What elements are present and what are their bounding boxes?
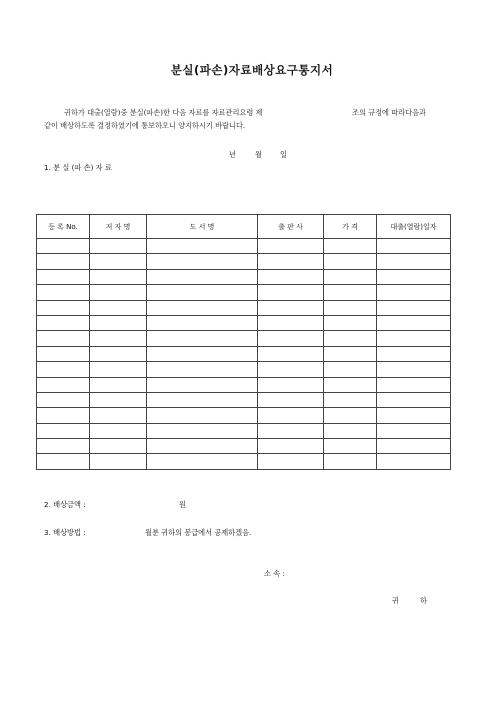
cell-registration-no — [37, 285, 90, 300]
document-title: 분실(파손)자료배상요구통지서 — [170, 63, 334, 77]
cell-publisher — [258, 454, 324, 470]
table-row — [37, 346, 451, 361]
table-row — [37, 254, 451, 269]
cell-registration-no — [37, 254, 90, 269]
cell-publisher — [258, 315, 324, 330]
cell-loan-date — [377, 239, 451, 254]
cell-price — [324, 239, 377, 254]
cell-publisher — [258, 362, 324, 377]
cell-registration-no — [37, 239, 90, 254]
cell-price — [324, 454, 377, 470]
header-loan-date: 대출(열람)일자 — [377, 215, 451, 239]
cell-registration-no — [37, 331, 90, 346]
notice-paragraph-line1-start: 귀하가 대출(열람)중 분실(파손)한 다음 자료를 자료관리요령 제 — [64, 108, 263, 117]
date-month-label: 월 — [255, 150, 262, 159]
cell-author — [90, 408, 147, 423]
cell-price — [324, 362, 377, 377]
compensation-method-text: 월분 귀하의 봉급에서 공제하겠음. — [145, 528, 252, 537]
header-price: 가 격 — [324, 215, 377, 239]
cell-loan-date — [377, 392, 451, 407]
cell-book-title — [147, 331, 258, 346]
section-compensation-method-label: 3. 배상방법 : — [44, 528, 86, 537]
table-row — [37, 392, 451, 407]
notice-paragraph-line2: 같이 배상하도록 결정하였기에 통보하오니 양지하시기 바랍니다. — [44, 121, 246, 130]
cell-book-title — [147, 285, 258, 300]
cell-loan-date — [377, 315, 451, 330]
cell-author — [90, 362, 147, 377]
cell-book-title — [147, 346, 258, 361]
cell-author — [90, 300, 147, 315]
cell-loan-date — [377, 439, 451, 454]
table-row — [37, 439, 451, 454]
recipient-honorific-2: 하 — [420, 596, 427, 605]
cell-publisher — [258, 408, 324, 423]
cell-book-title — [147, 439, 258, 454]
cell-author — [90, 392, 147, 407]
header-registration-no: 등 록 No. — [37, 215, 90, 239]
cell-price — [324, 331, 377, 346]
cell-registration-no — [37, 269, 90, 284]
cell-publisher — [258, 331, 324, 346]
cell-loan-date — [377, 331, 451, 346]
lost-materials-table — [36, 214, 451, 470]
cell-registration-no — [37, 300, 90, 315]
cell-registration-no — [37, 408, 90, 423]
cell-price — [324, 315, 377, 330]
affiliation-label: 소 속 : — [264, 569, 285, 578]
cell-author — [90, 454, 147, 470]
cell-author — [90, 346, 147, 361]
cell-loan-date — [377, 269, 451, 284]
cell-book-title — [147, 315, 258, 330]
table-row — [37, 408, 451, 423]
header-book-title: 도 서 명 — [147, 215, 258, 239]
table-header-row — [37, 215, 451, 239]
section-lost-materials-label: 1. 분 실 (파 손) 자 료 — [44, 163, 112, 172]
cell-publisher — [258, 439, 324, 454]
cell-book-title — [147, 362, 258, 377]
table-row — [37, 315, 451, 330]
cell-author — [90, 269, 147, 284]
cell-loan-date — [377, 300, 451, 315]
table-row — [37, 239, 451, 254]
cell-author — [90, 315, 147, 330]
table-body — [37, 239, 451, 470]
table-row — [37, 423, 451, 438]
cell-price — [324, 423, 377, 438]
cell-price — [324, 300, 377, 315]
cell-publisher — [258, 392, 324, 407]
cell-price — [324, 285, 377, 300]
cell-publisher — [258, 239, 324, 254]
cell-loan-date — [377, 362, 451, 377]
cell-publisher — [258, 285, 324, 300]
cell-price — [324, 408, 377, 423]
table-row — [37, 285, 451, 300]
section-compensation-amount-label: 2. 배상금액 : — [44, 500, 86, 509]
cell-loan-date — [377, 454, 451, 470]
cell-author — [90, 423, 147, 438]
cell-loan-date — [377, 285, 451, 300]
cell-price — [324, 269, 377, 284]
cell-publisher — [258, 254, 324, 269]
cell-registration-no — [37, 392, 90, 407]
header-author: 저 자 명 — [90, 215, 147, 239]
cell-author — [90, 331, 147, 346]
cell-book-title — [147, 392, 258, 407]
cell-loan-date — [377, 408, 451, 423]
cell-price — [324, 254, 377, 269]
cell-price — [324, 439, 377, 454]
cell-price — [324, 346, 377, 361]
cell-loan-date — [377, 423, 451, 438]
cell-registration-no — [37, 454, 90, 470]
cell-author — [90, 377, 147, 392]
cell-book-title — [147, 408, 258, 423]
table-row — [37, 377, 451, 392]
cell-publisher — [258, 300, 324, 315]
cell-loan-date — [377, 346, 451, 361]
cell-registration-no — [37, 423, 90, 438]
date-day-label: 일 — [280, 150, 287, 159]
cell-book-title — [147, 377, 258, 392]
notice-paragraph-line1-end: 조의 규정에 따라다음과 — [352, 108, 427, 117]
table-row — [37, 331, 451, 346]
header-publisher: 출 판 사 — [258, 215, 324, 239]
cell-price — [324, 377, 377, 392]
cell-book-title — [147, 454, 258, 470]
table-row — [37, 269, 451, 284]
cell-author — [90, 239, 147, 254]
cell-book-title — [147, 269, 258, 284]
cell-publisher — [258, 377, 324, 392]
cell-book-title — [147, 254, 258, 269]
cell-registration-no — [37, 346, 90, 361]
cell-registration-no — [37, 315, 90, 330]
cell-author — [90, 439, 147, 454]
cell-registration-no — [37, 439, 90, 454]
cell-loan-date — [377, 254, 451, 269]
cell-author — [90, 285, 147, 300]
cell-registration-no — [37, 362, 90, 377]
cell-publisher — [258, 423, 324, 438]
cell-loan-date — [377, 377, 451, 392]
cell-price — [324, 392, 377, 407]
cell-author — [90, 254, 147, 269]
cell-book-title — [147, 300, 258, 315]
recipient-honorific-1: 귀 — [392, 596, 399, 605]
cell-registration-no — [37, 377, 90, 392]
cell-book-title — [147, 239, 258, 254]
cell-book-title — [147, 423, 258, 438]
compensation-currency-unit: 원 — [179, 500, 186, 509]
table-row — [37, 362, 451, 377]
table-row — [37, 300, 451, 315]
table-row — [37, 454, 451, 470]
date-year-label: 년 — [229, 150, 236, 159]
cell-publisher — [258, 346, 324, 361]
cell-publisher — [258, 269, 324, 284]
